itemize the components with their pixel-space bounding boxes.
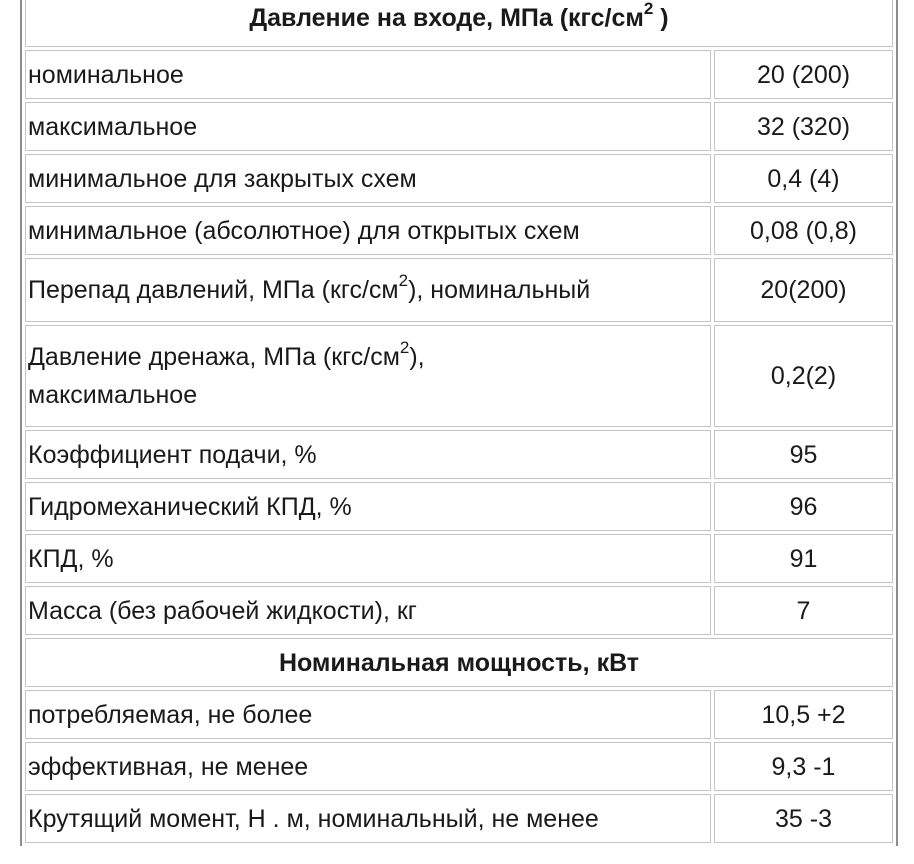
row-value: 35 -3 [714,794,893,843]
row-value: 0,2(2) [714,325,893,427]
row-label: потребляемая, не более [25,690,711,739]
table-row [25,258,893,322]
row-value: 0,08 (0,8) [714,206,893,255]
row-value: 95 [714,430,893,479]
label-text: Давление дренажа, МПа (кгс/см [28,343,400,371]
table-row [25,50,893,99]
table-row [25,534,893,583]
row-value: 32 (320) [714,102,893,151]
row-label: эффективная, не менее [25,742,711,791]
table-row [25,794,893,843]
label-tail: ), номинальный [408,276,591,304]
superscript: 2 [398,270,409,290]
row-value: 7 [714,586,893,635]
header-text: Давление на входе, МПа (кгс/см [249,4,644,32]
section-header-rated-power: Номинальная мощность, кВт [25,638,893,687]
row-label [25,325,711,427]
table-row [25,482,893,531]
row-label: минимальное для закрытых схем [25,154,711,203]
row-label: Коэффициент подачи, % [25,430,711,479]
row-label: максимальное [25,102,711,151]
header-tail: ) [653,4,669,32]
specifications-table [22,0,896,846]
spec-table-frame [20,0,898,846]
label-text: Перепад давлений, МПа (кгс/см [28,276,399,304]
label-line2: максимальное [28,381,198,409]
row-label [25,258,711,322]
row-value: 9,3 -1 [714,742,893,791]
table-row [25,206,893,255]
section-header-inlet-pressure [25,0,893,47]
row-value: 91 [714,534,893,583]
table-row [25,742,893,791]
row-value: 0,4 (4) [714,154,893,203]
table-row [25,102,893,151]
superscript: 2 [399,337,410,357]
table-row [25,586,893,635]
label-tail: ), [409,343,425,371]
section-header-row [25,0,893,47]
row-value: 10,5 +2 [714,690,893,739]
superscript: 2 [643,0,654,18]
row-label: Масса (без рабочей жидкости), кг [25,586,711,635]
table-row [25,325,893,427]
row-value: 96 [714,482,893,531]
row-value: 20(200) [714,258,893,322]
row-label: Крутящий момент, Н . м, номинальный, не менее [25,794,711,843]
row-label: КПД, % [25,534,711,583]
table-row [25,154,893,203]
table-row [25,430,893,479]
row-value: 20 (200) [714,50,893,99]
row-label: номинальное [25,50,711,99]
row-label: Гидромеханический КПД, % [25,482,711,531]
section-header-row [25,638,893,687]
row-label: минимальное (абсолютное) для открытых схем [25,206,711,255]
table-row [25,690,893,739]
